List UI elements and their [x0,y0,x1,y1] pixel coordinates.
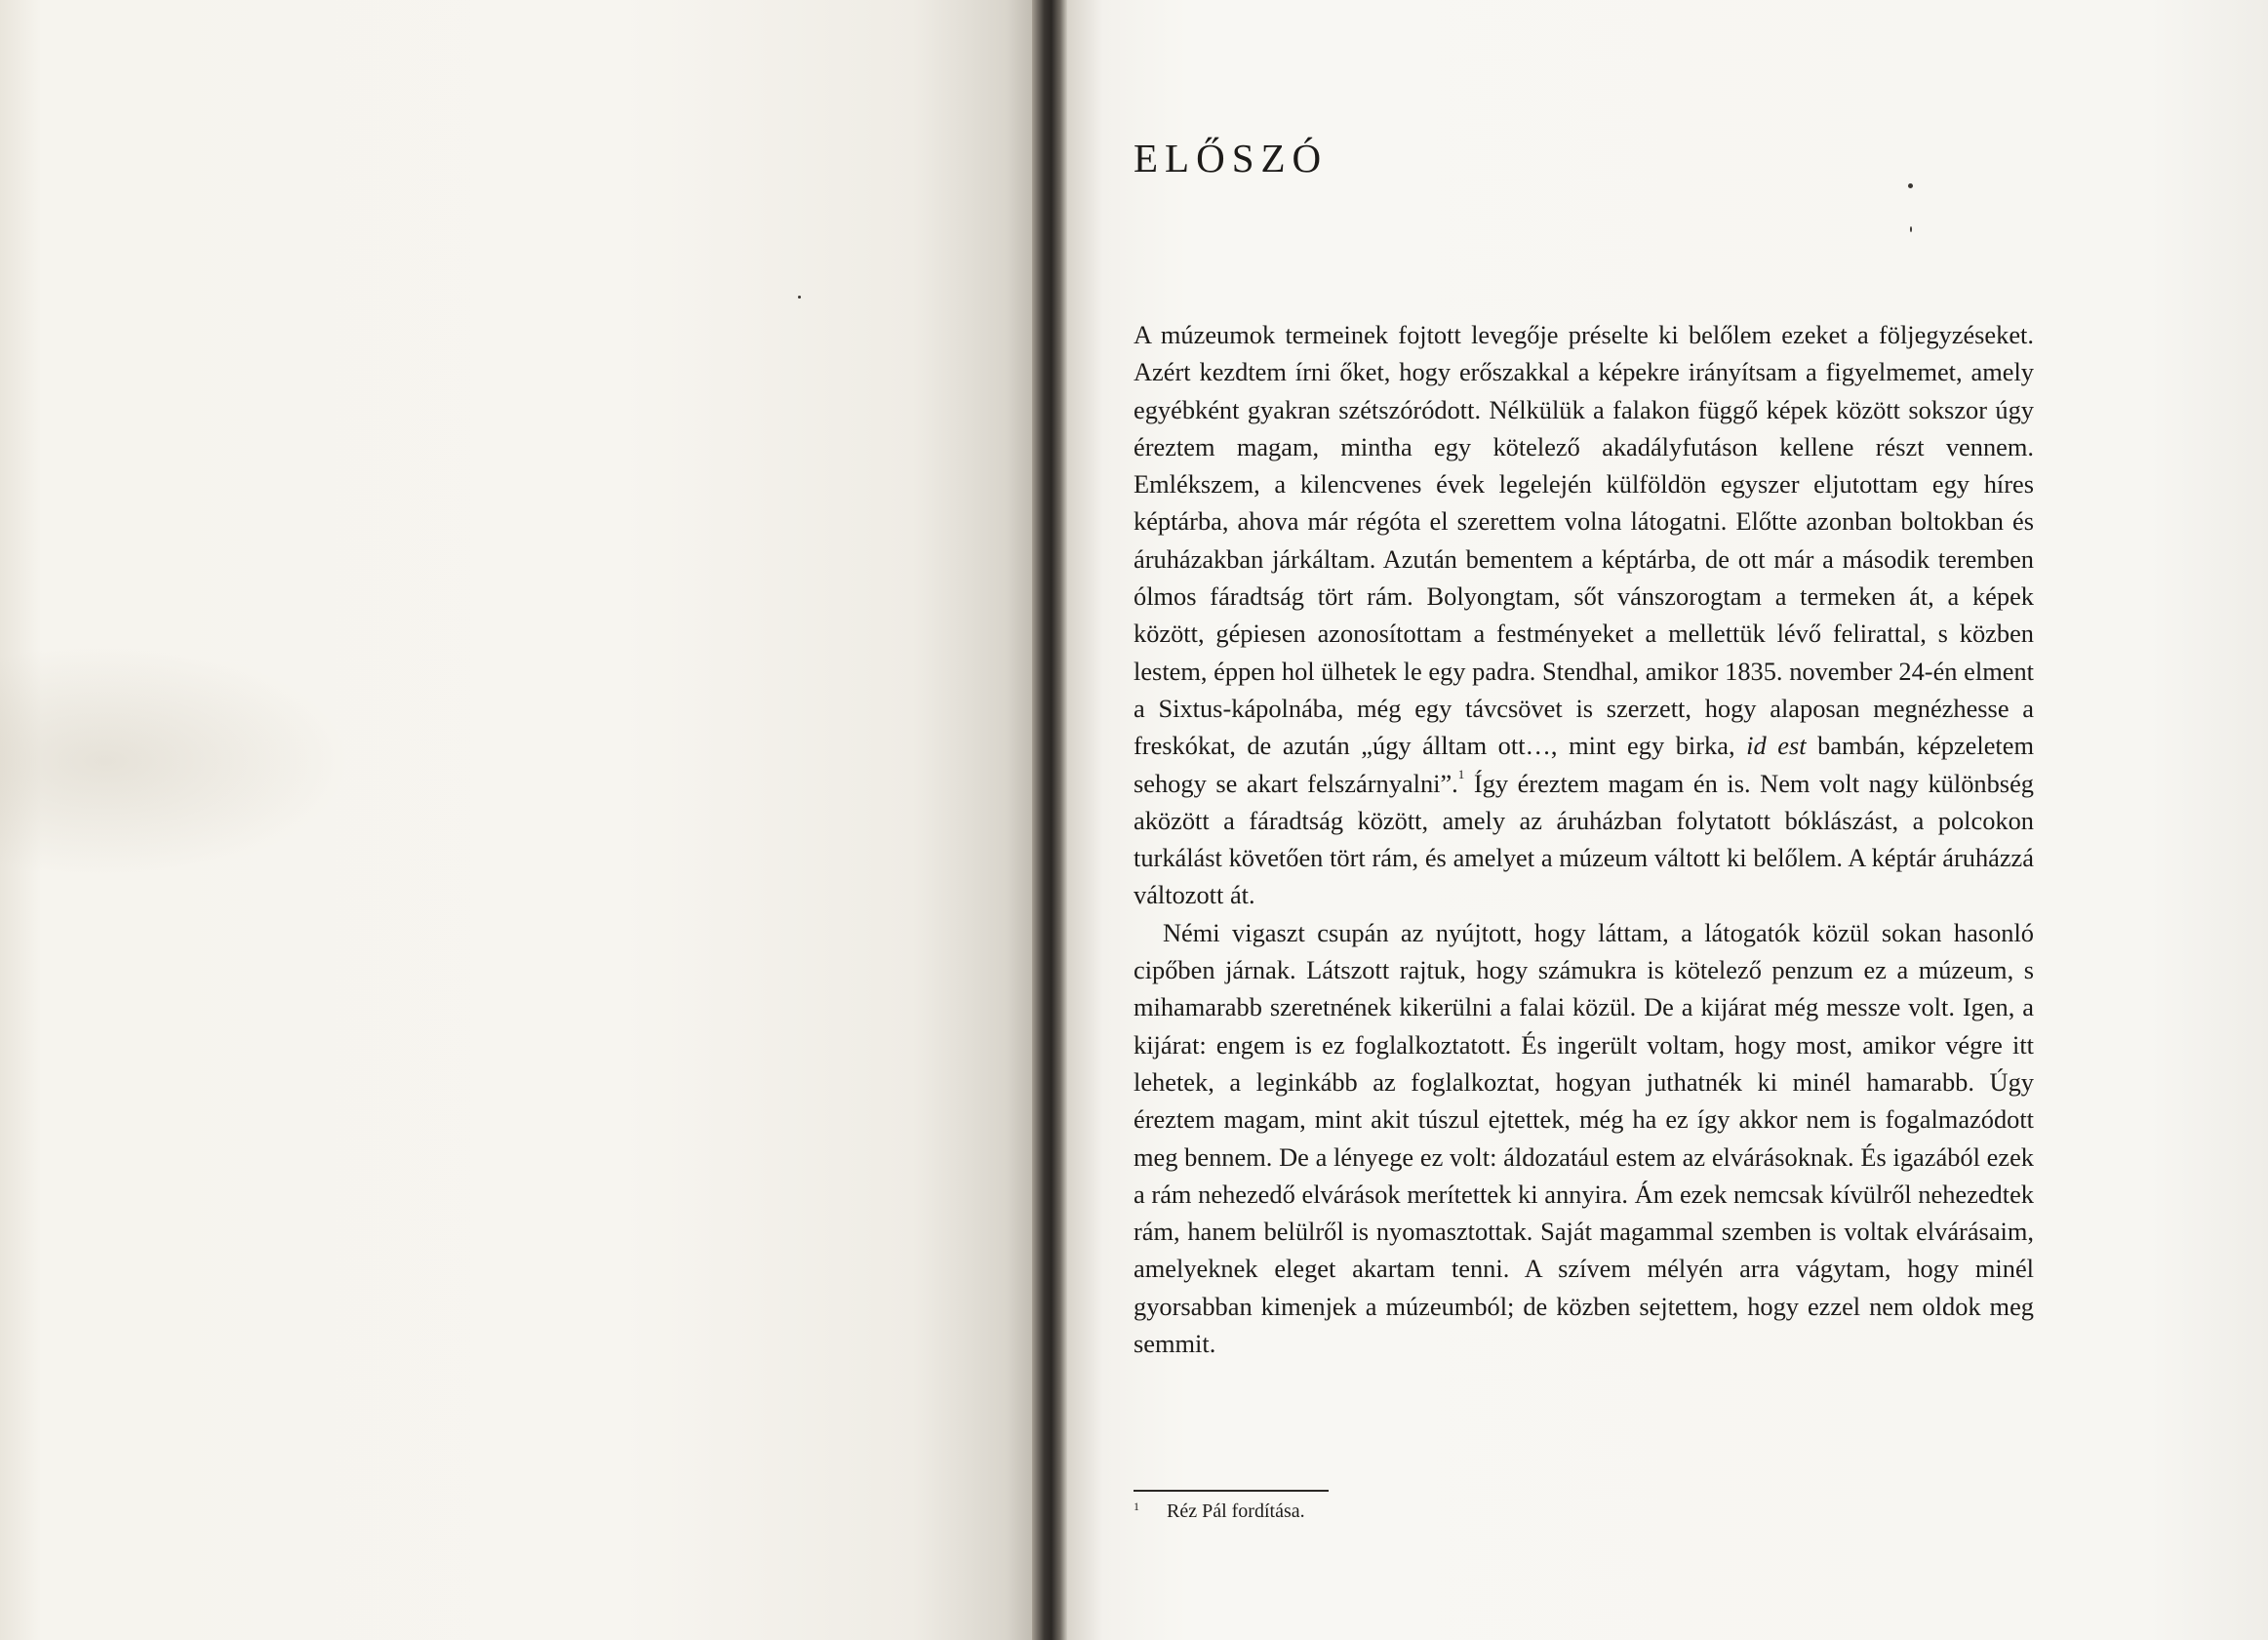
chapter-title: ELŐSZÓ [1134,136,1329,180]
paper-speck [1908,183,1913,188]
right-page [1067,0,2268,1640]
footnote-text: Réz Pál fordítása. [1167,1500,1305,1522]
text-run: A múzeumok termeinek fojtott levegője préselte ki belőlem ezeket a följegyzéseket. Azért kezdtem írni őket, hogy erőszakkal a képekre irányítsam a figyelmemet, amely egyébként gyakran szétszóródott. Nélkülük a falakon függő képek között sokszor úgy éreztem magam, mintha egy kötelező akadályfutáson kellene részt vennem. Emlékszem, a kilencvenes évek legelején külföldön egyszer eljutottam egy híres képtárba, ahova már régóta el szerettem volna látogatni. Előtte azonban boltokban és áruházakban járkáltam. Azután bementem a képtárba, de ott már a második teremben ólmos fáradtság tört rám. Bolyongtam, sőt vánszorogtam a termeken át, a képek között, gépiesen azonosítottam a festményeket a mellettük lévő felirattal, s közben lestem, éppen hol ülhetek le egy padra. Stendhal, amikor 1835. november 24-én elment a Sixtus-kápolnába, még egy távcsövet is szerzett, hogy alaposan megnézhesse a freskókat, de azután „úgy álltam ott…, mint egy birka, [1134,320,2034,761]
text-run: bambán, képzeletem sehogy se akart felszárnyalni”. [1134,731,2034,798]
text-run: Így éreztem magam én is. Nem volt nagy különbség aközött a fáradtság között, amely az áruházban folytatott bóklászást, a polcokon turkálást követően tört rám, és amelyet a múzeum váltott ki belőlem. A képtár áruházzá változott át. [1134,768,2034,910]
paper-speck [798,296,801,299]
footnote-reference: 1 [1457,766,1465,781]
left-page-blank [0,0,1037,1640]
footnote-marker: 1 [1134,1500,1139,1513]
body-paragraph [1134,914,2034,1363]
book-gutter [1032,0,1067,1640]
text-run: Némi vigaszt csupán az nyújtott, hogy láttam, a látogatók közül sokan hasonló cipőben járnak. Látszott rajtuk, hogy számukra is kötelező penzum ez a múzeum, s mihamarabb szeretnének kikerülni a falai közül. De a kijárat még messze volt. Igen, a kijárat: engem is ez foglalkoztatott. És ingerült voltam, hogy most, amikor végre itt lehetek, a leginkább az foglalkoztat, hogyan juthatnék ki minél hamarabb. Úgy éreztem magam, mint akit túszul ejtettek, még ha ez így akkor nem is fogalmazódott meg bennem. De a lényege ez volt: áldozatául estem az elvárásoknak. És igazából ezek a rám nehezedő elvárások merítettek ki annyira. Ám ezek nemcsak kívülről nehezedtek rám, hanem belülről is nyomasztottak. Saját magammal szemben is voltak elvárásaim, amelyeknek eleget akartam tenni. A szívem mélyén arra vágytam, hogy minél gyorsabban kimenjek a múzeumból; de közben sejtettem, hogy ezzel nem oldok meg semmit. [1134,917,2034,1359]
footnote-rule [1134,1490,1329,1492]
body-paragraph [1134,316,2034,914]
show-through-shadow [0,644,351,878]
paper-speck [1910,226,1912,232]
footnote [1134,1499,1305,1524]
body-text [1134,316,2034,1362]
italic-text: id est [1746,731,1807,761]
